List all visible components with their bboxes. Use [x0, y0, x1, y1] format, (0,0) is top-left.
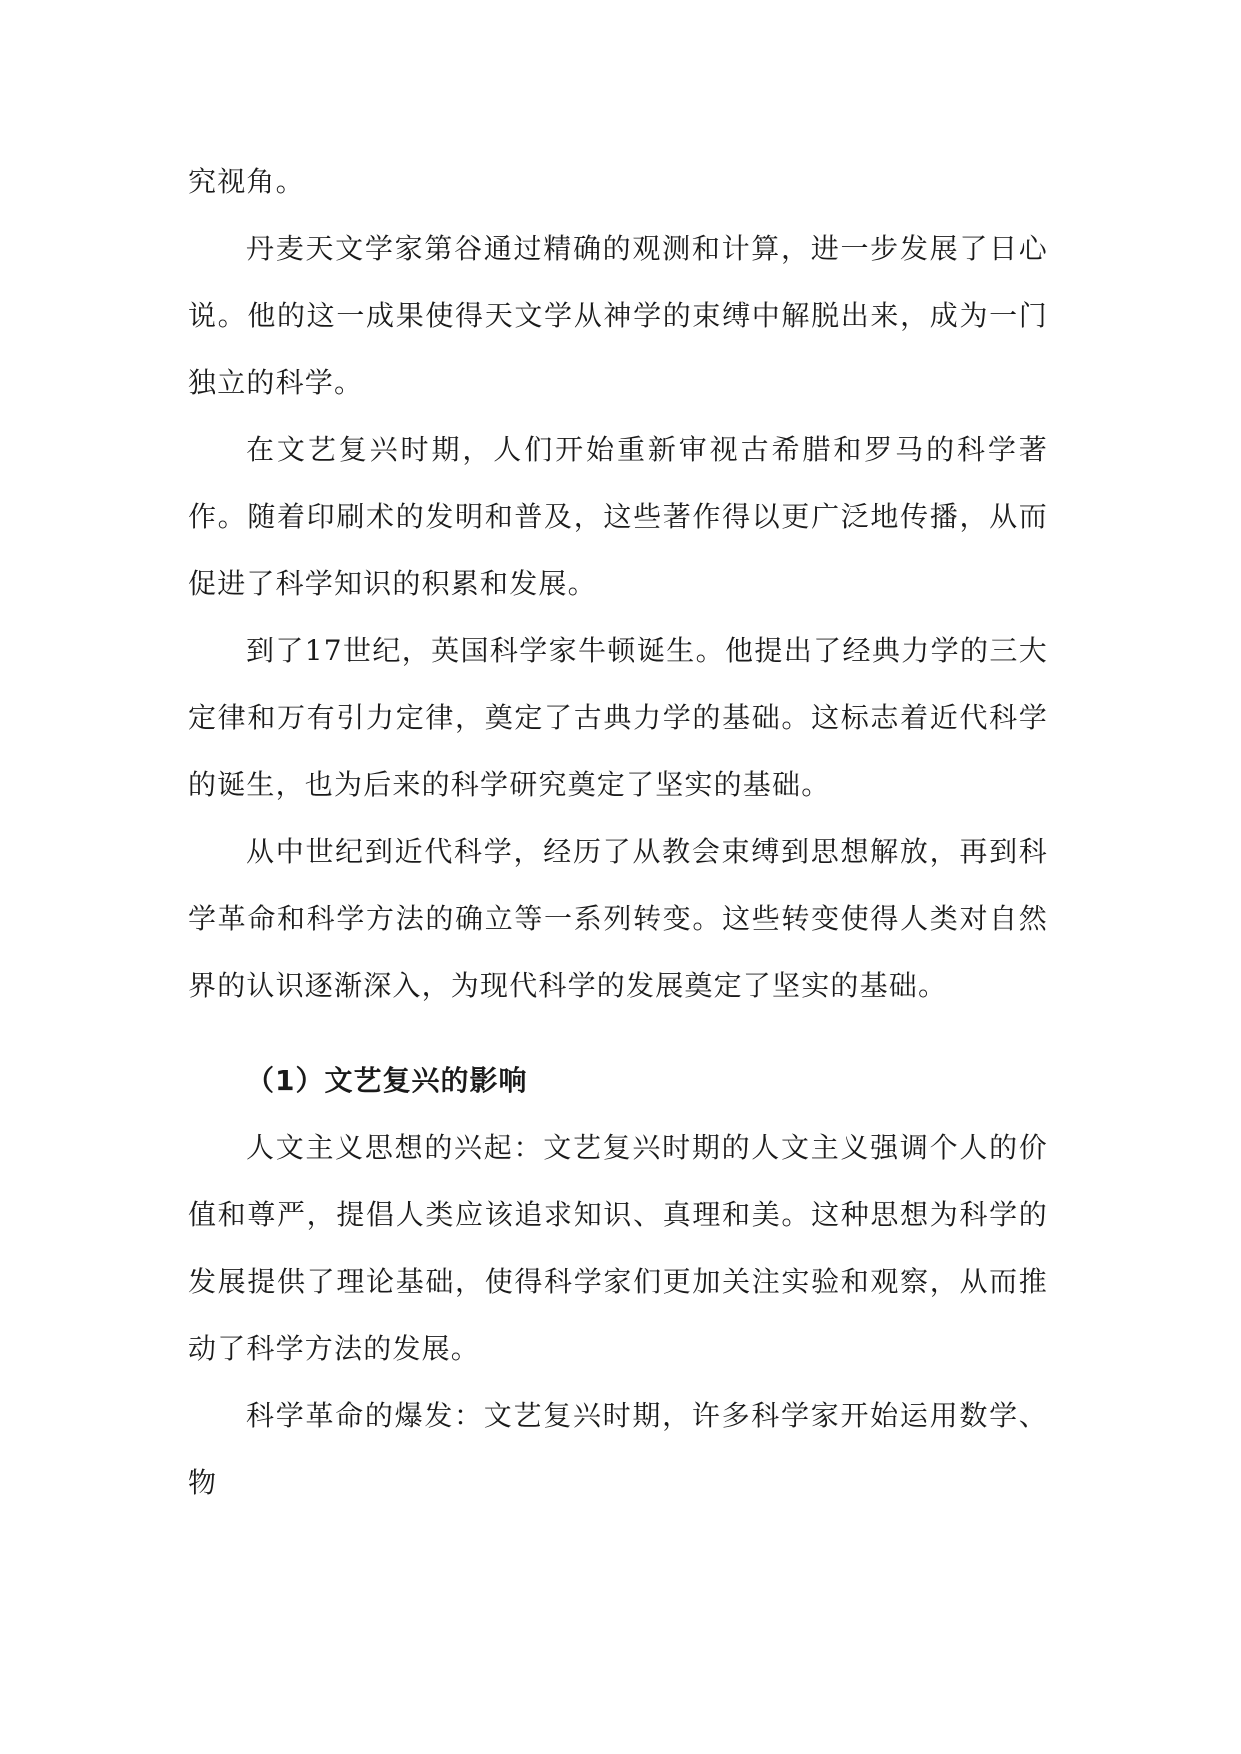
paragraph-humanism: 人文主义思想的兴起：文艺复兴时期的人文主义强调个人的价值和尊严，提倡人类应该追求知识、真理和美。这种思想为科学的发展提供了理论基础，使得科学家们更加关注实验和观察，从而推动了科学方法的发展。	[188, 1131, 1048, 1365]
paragraph-renaissance-works: 在文艺复兴时期，人们开始重新审视古希腊和罗马的科学著作。随着印刷术的发明和普及，这些著作得以更广泛地传播，从而促进了科学知识的积累和发展。	[188, 433, 1048, 600]
paragraph-transition: 从中世纪到近代科学，经历了从教会束缚到思想解放，再到科学革命和科学方法的确立等一系列转变。这些转变使得人类对自然界的认识逐渐深入，为现代科学的发展奠定了坚实的基础。	[188, 835, 1048, 1002]
paragraph-continuation: 究视角。	[188, 165, 305, 198]
paragraph-scientific-revolution: 科学革命的爆发：文艺复兴时期，许多科学家开始运用数学、物	[188, 1399, 1048, 1499]
paragraph-tycho: 丹麦天文学家第谷通过精确的观测和计算，进一步发展了日心说。他的这一成果使得天文学从神学的束缚中解脱出来，成为一门独立的科学。	[188, 232, 1048, 399]
section-heading: （1）文艺复兴的影响	[246, 1064, 528, 1097]
document-body	[188, 148, 1048, 1516]
paragraph-newton: 到了17世纪，英国科学家牛顿诞生。他提出了经典力学的三大定律和万有引力定律，奠定了古典力学的基础。这标志着近代科学的诞生，也为后来的科学研究奠定了坚实的基础。	[188, 634, 1048, 801]
